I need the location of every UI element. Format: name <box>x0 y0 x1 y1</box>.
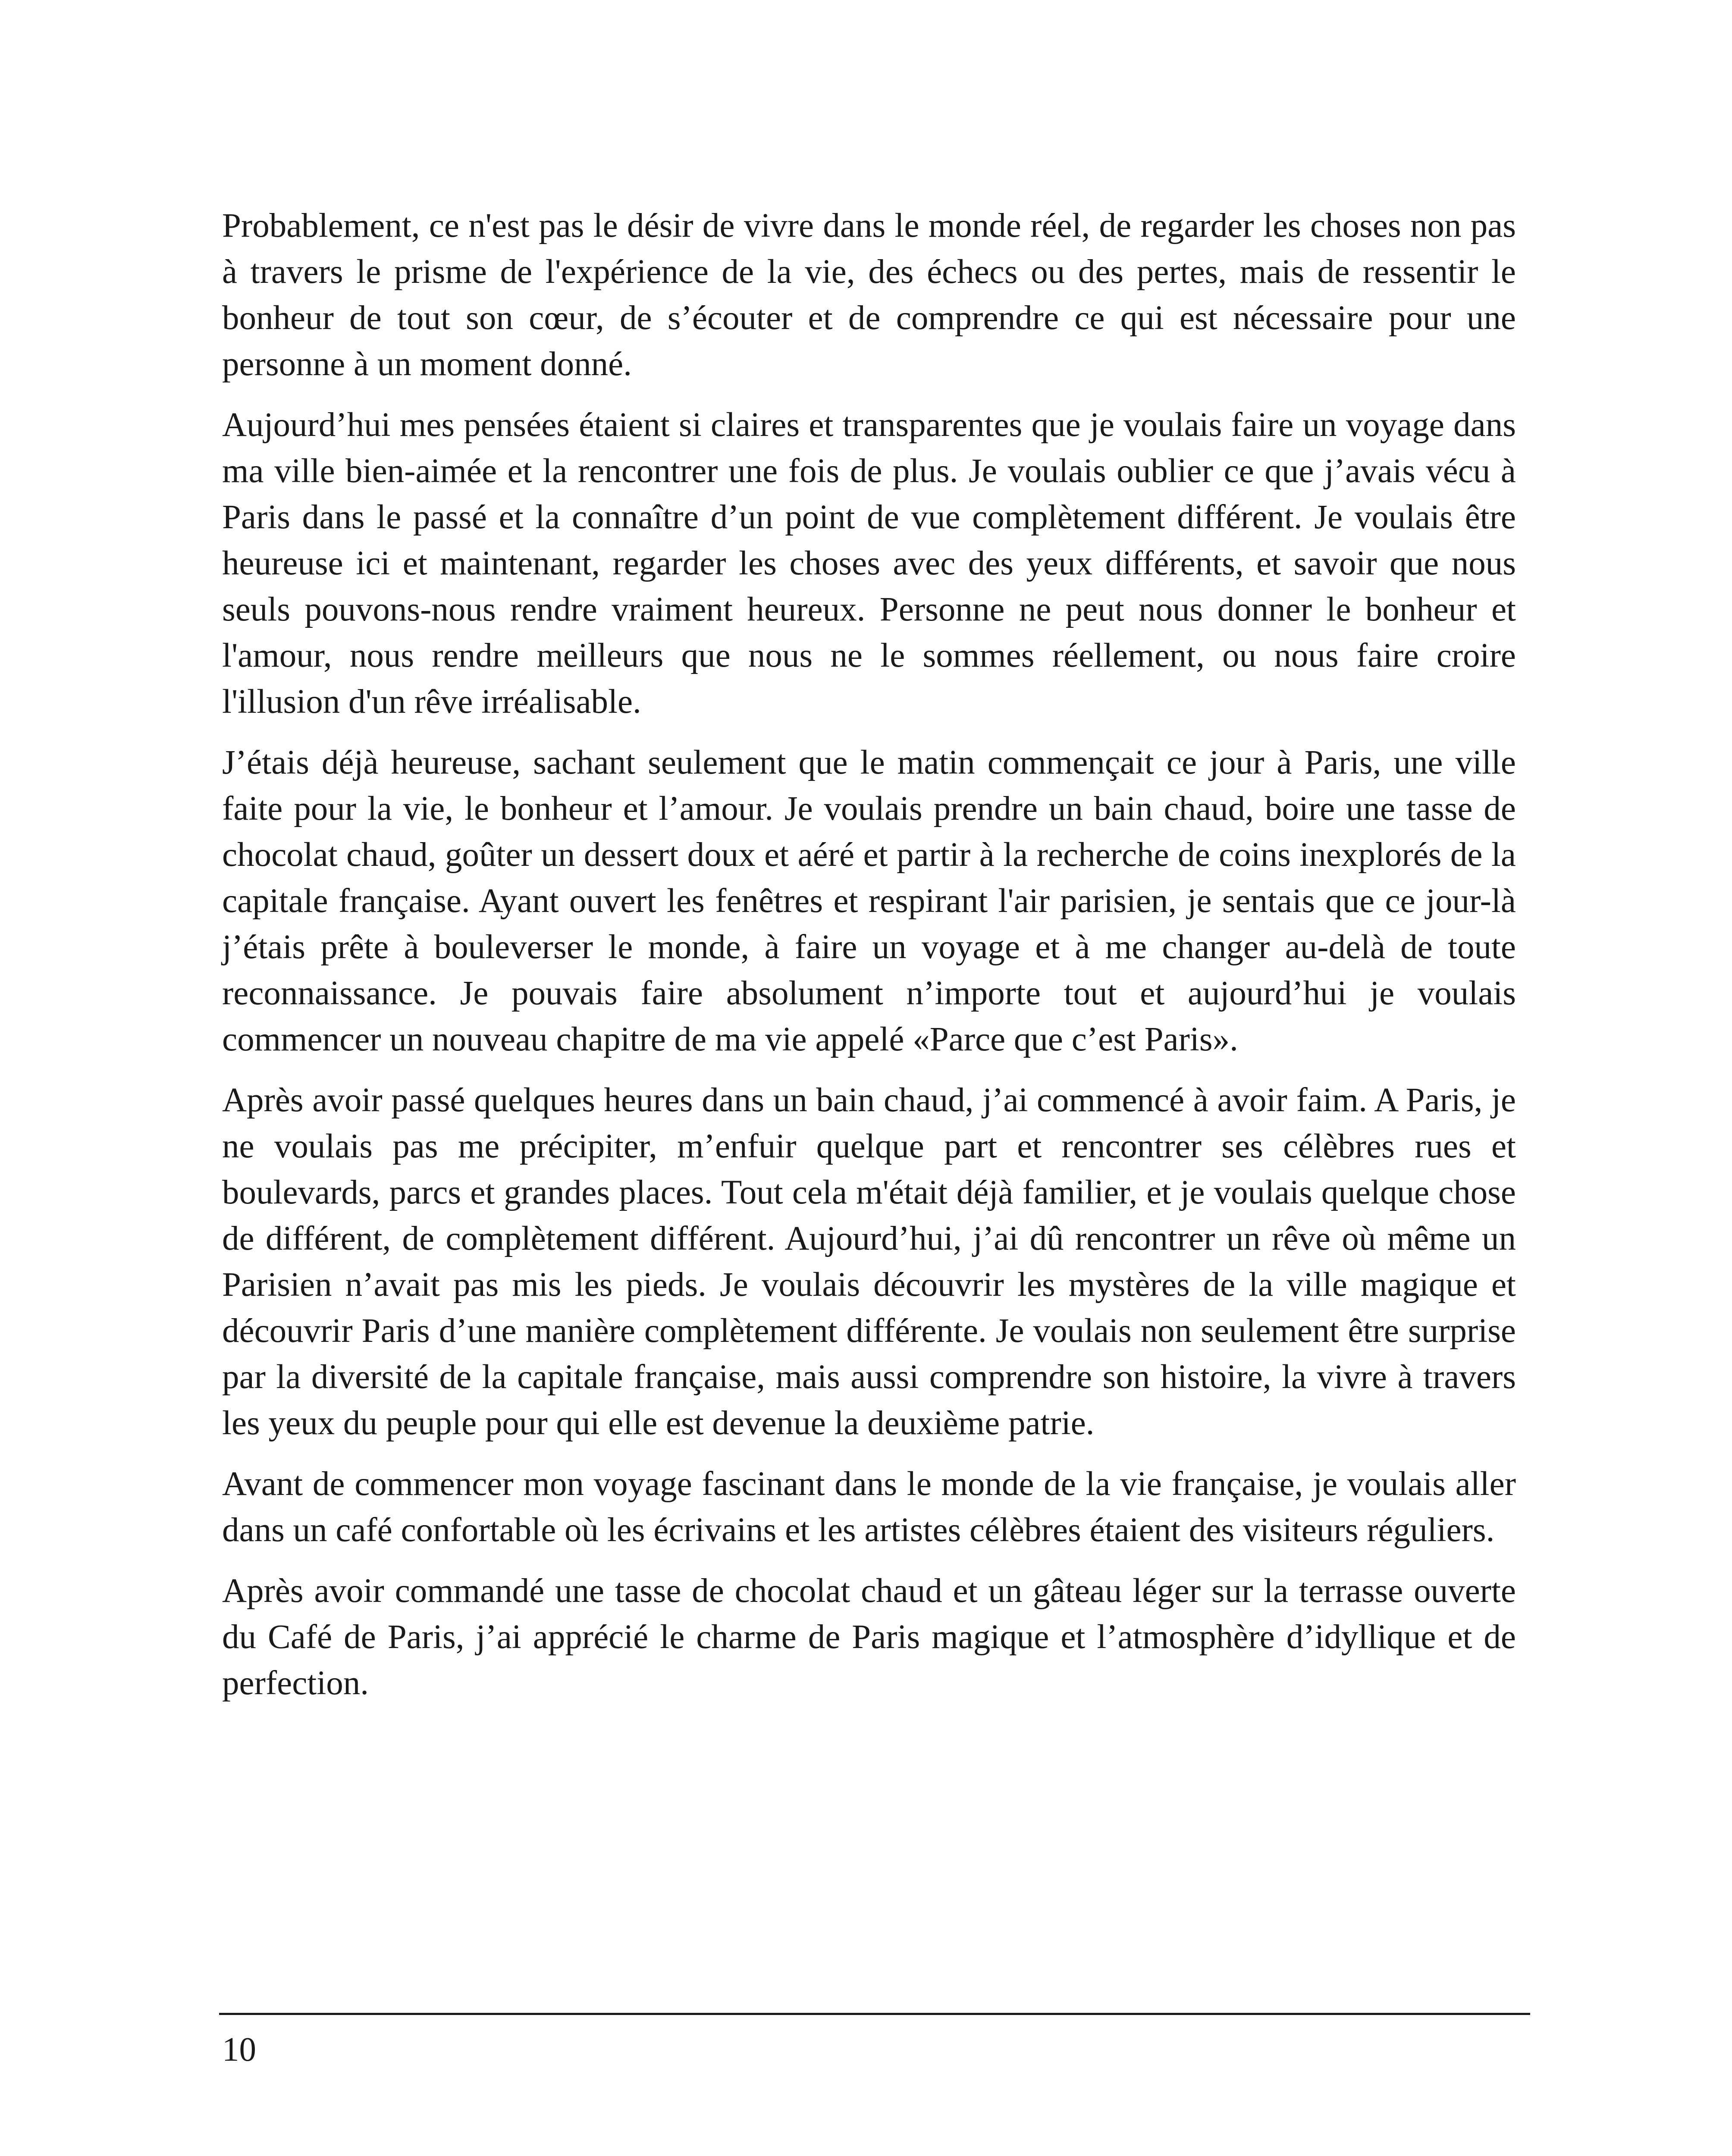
footer-divider <box>219 2013 1530 2015</box>
paragraph-4: Après avoir passé quelques heures dans un bain chaud, j’ai commencé à avoir faim. A Paris, je ne voulais pas me précipiter, m’enfuir quelque part et rencontrer ses célèbres rues et boulevards, parcs et grandes places. Tout cela m'était déjà familier, et je voulais quelque chose de différent, de complètement différent. Aujourd’hui, j’ai dû rencontrer un rêve où même un Parisien n’avait pas mis les pieds. Je voulais découvrir les mystères de la ville magique et découvrir Paris d’une manière complètement différente. Je voulais non seulement être surprise par la diversité de la capitale française, mais aussi comprendre son histoire, la vivre à travers les yeux du peuple pour qui elle est devenue la deuxième patrie. <box>222 1081 1516 1442</box>
paragraph-1: Probablement, ce n'est pas le désir de vivre dans le monde réel, de regarder les choses non pas à travers le prisme de l'expérience de la vie, des échecs ou des pertes, mais de ressentir le bonheur de tout son cœur, de s’écouter et de comprendre ce qui est nécessaire pour une personne à un moment donné. <box>222 207 1516 383</box>
body-text <box>222 203 1516 1721</box>
paragraph-5: Avant de commencer mon voyage fascinant dans le monde de la vie française, je voulais aller dans un café confortable où les écrivains et les artistes célèbres étaient des visiteurs réguliers. <box>222 1465 1516 1549</box>
paragraph-2: Aujourd’hui mes pensées étaient si claires et transparentes que je voulais faire un voyage dans ma ville bien-aimée et la rencontrer une fois de plus. Je voulais oublier ce que j’avais vécu à Paris dans le passé et la connaître d’un point de vue complètement différent. Je voulais être heureuse ici et maintenant, regarder les choses avec des yeux différents, et savoir que nous seuls pouvons-nous rendre vraiment heureux. Personne ne peut nous donner le bonheur et l'amour, nous rendre meilleurs que nous ne le sommes réellement, ou nous faire croire l'illusion d'un rêve irréalisable. <box>222 406 1516 721</box>
paragraph-6: Après avoir commandé une tasse de chocolat chaud et un gâteau léger sur la terrasse ouverte du Café de Paris, j’ai apprécié le charme de Paris magique et l’atmosphère d’idyllique et de perfection. <box>222 1572 1516 1702</box>
page-number: 10 <box>222 2031 256 2068</box>
paragraph-3: J’étais déjà heureuse, sachant seulement que le matin commençait ce jour à Paris, une ville faite pour la vie, le bonheur et l’amour. Je voulais prendre un bain chaud, boire une tasse de chocolat chaud, goûter un dessert doux et aéré et partir à la recherche de coins inexplorés de la capitale française. Ayant ouvert les fenêtres et respirant l'air parisien, je sentais que ce jour-là j’étais prête à bouleverser le monde, à faire un voyage et à me changer au-delà de toute reconnaissance. Je pouvais faire absolument n’importe tout et aujourd’hui je voulais commencer un nouveau chapitre de ma vie appelé «Parce que c’est Paris». <box>222 744 1516 1058</box>
